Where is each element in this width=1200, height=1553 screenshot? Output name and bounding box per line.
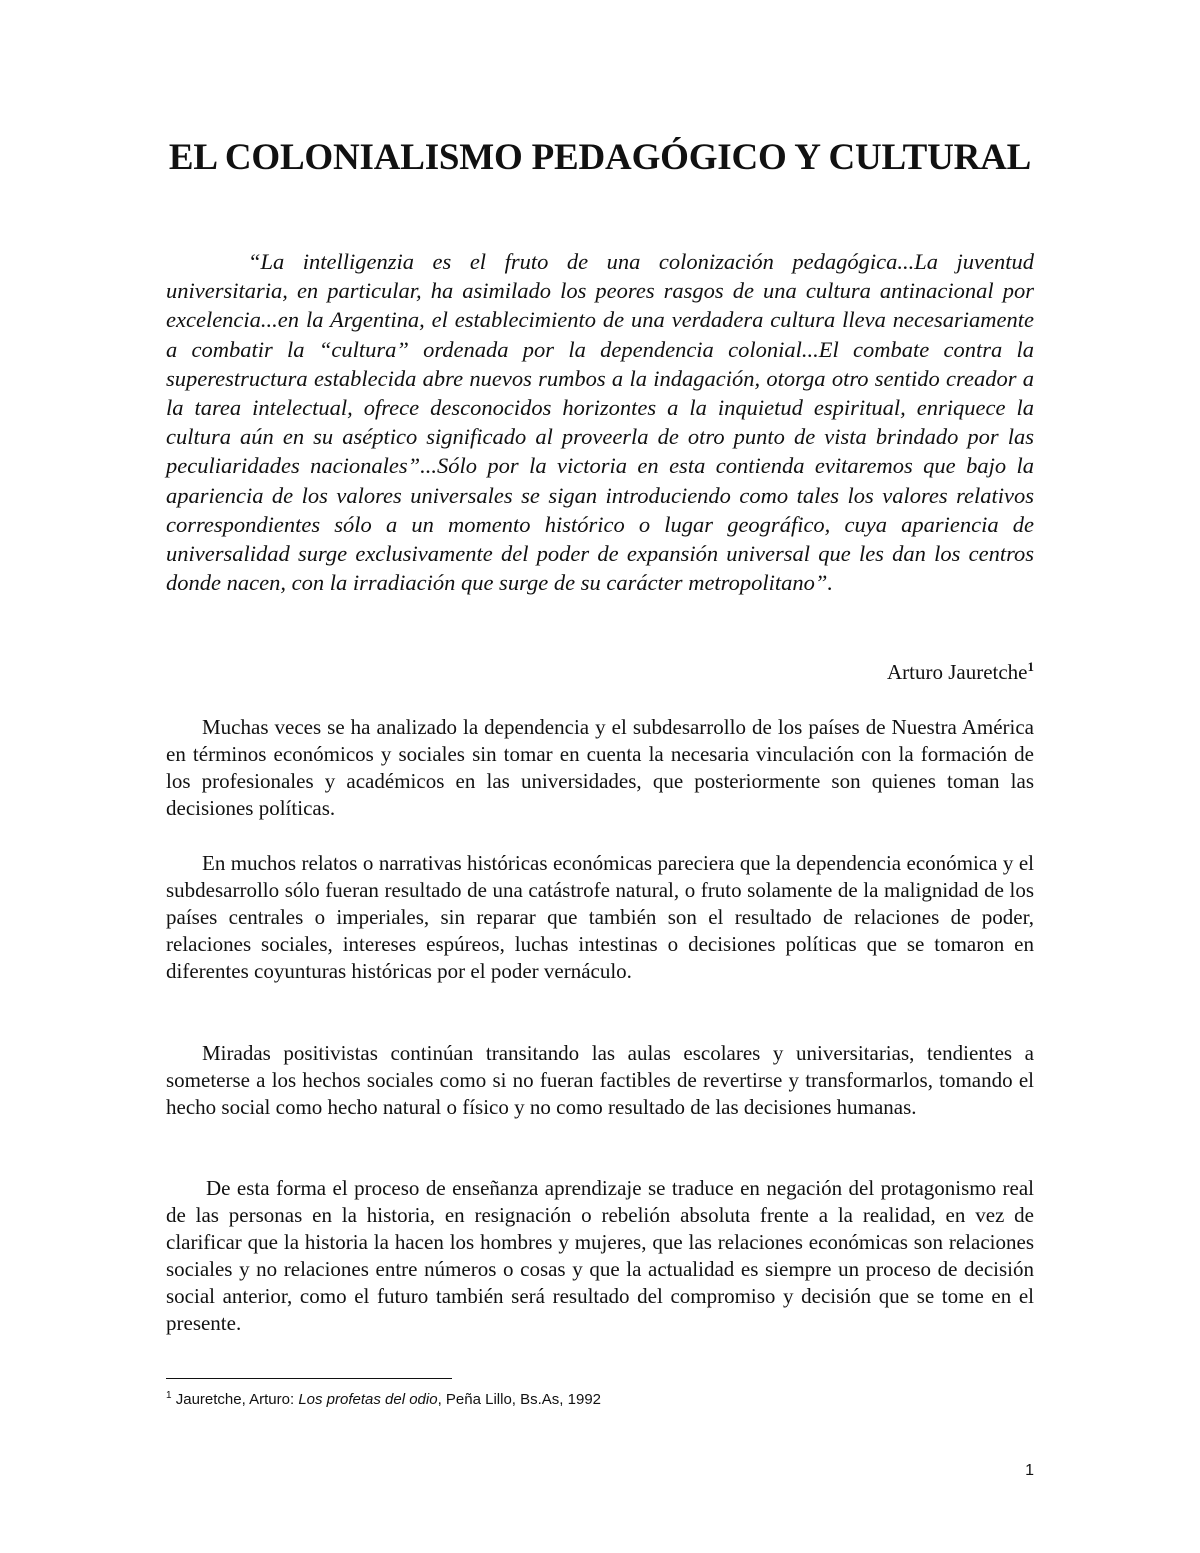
footnote: [166, 1390, 1034, 1410]
epigraph-quote: “La intelligenzia es el fruto de una colonización pedagógica...La juventud universitaria, en particular, ha asimilado los peores rasgos de una cultura antinacional por excelencia...en la Argentina, el establecimiento de una verdadera cultura lleva necesariamente a combatir la “cultura” ordenada por la dependencia colonial...El combate contra la superestructura establecida abre nuevos rumbos a la indagación, otorga otro sentido creador a la tarea intelectual, ofrece desconocidos horizontes a la inquietud espiritual, enriquece la cultura aún en su aséptico significado al proveerla de otro punto de vista brindado por las peculiaridades nacionales”...Sólo por la victoria en esta contienda evitaremos que bajo la apariencia de los valores universales se sigan introduciendo como tales los valores relativos correspondientes sólo a un momento histórico o lugar geográfico, cuya apariencia de universalidad surge exclusivamente del poder de expansión universal que les dan los centros donde nacen, con la irradiación que surge de su carácter metropolitano”.: [166, 249, 1034, 596]
epigraph-author: Arturo Jauretche: [886, 660, 1028, 684]
footnote-reference[interactable]: 1: [1027, 659, 1034, 674]
body-paragraph: En muchos relatos o narrativas históricas económicas pareciera que la dependencia económica y el subdesarrollo sólo fueran resultado de una catástrofe natural, o fruto solamente de la malignidad de los países centrales o imperiales, sin reparar que también son el resultado de relaciones de poder, relaciones sociales, intereses espúreos, luchas intestinas o decisiones políticas que se tomaron en diferentes coyunturas históricas por el poder vernáculo.: [166, 851, 1034, 983]
footnote-separator: [166, 1378, 452, 1379]
epigraph-attribution: [700, 660, 1034, 685]
body-paragraph: De esta forma el proceso de enseñanza aprendizaje se traduce en negación del protagonismo real de las personas en la historia, en resignación o rebelión absoluta frente a la realidad, en vez de clarificar que la historia la hacen los hombres y mujeres, que las relaciones económicas son relaciones sociales y no relaciones entre números o cosas y que la actualidad es siempre un proceso de decisión social anterior, como el futuro también será resultado del compromiso y decisión que se tome en el presente.: [166, 1176, 1034, 1335]
footnote-publication: , Peña Lillo, Bs.As, 1992: [437, 1391, 602, 1408]
body-paragraph: Muchas veces se ha analizado la dependencia y el subdesarrollo de los países de Nuestra América en términos económicos y sociales sin tomar en cuenta la necesaria vinculación con la formación de los profesionales y académicos en las universidades, que posteriormente son quienes toman las decisiones políticas.: [166, 715, 1034, 820]
document-title: EL COLONIALISMO PEDAGÓGICO Y CULTURAL: [168, 137, 1032, 178]
page-number: 1: [1025, 1462, 1034, 1479]
body-paragraph: Miradas positivistas continúan transitando las aulas escolares y universitarias, tendientes a someterse a los hechos sociales como si no fueran factibles de revertirse y transformarlos, tomando el hecho social como hecho natural o físico y no como resultado de las decisiones humanas.: [166, 1041, 1034, 1119]
footnote-mark: 1: [166, 1390, 172, 1401]
footnote-author: Jauretche, Arturo:: [175, 1391, 299, 1408]
footnote-work-title: Los profetas del odio: [298, 1391, 438, 1408]
